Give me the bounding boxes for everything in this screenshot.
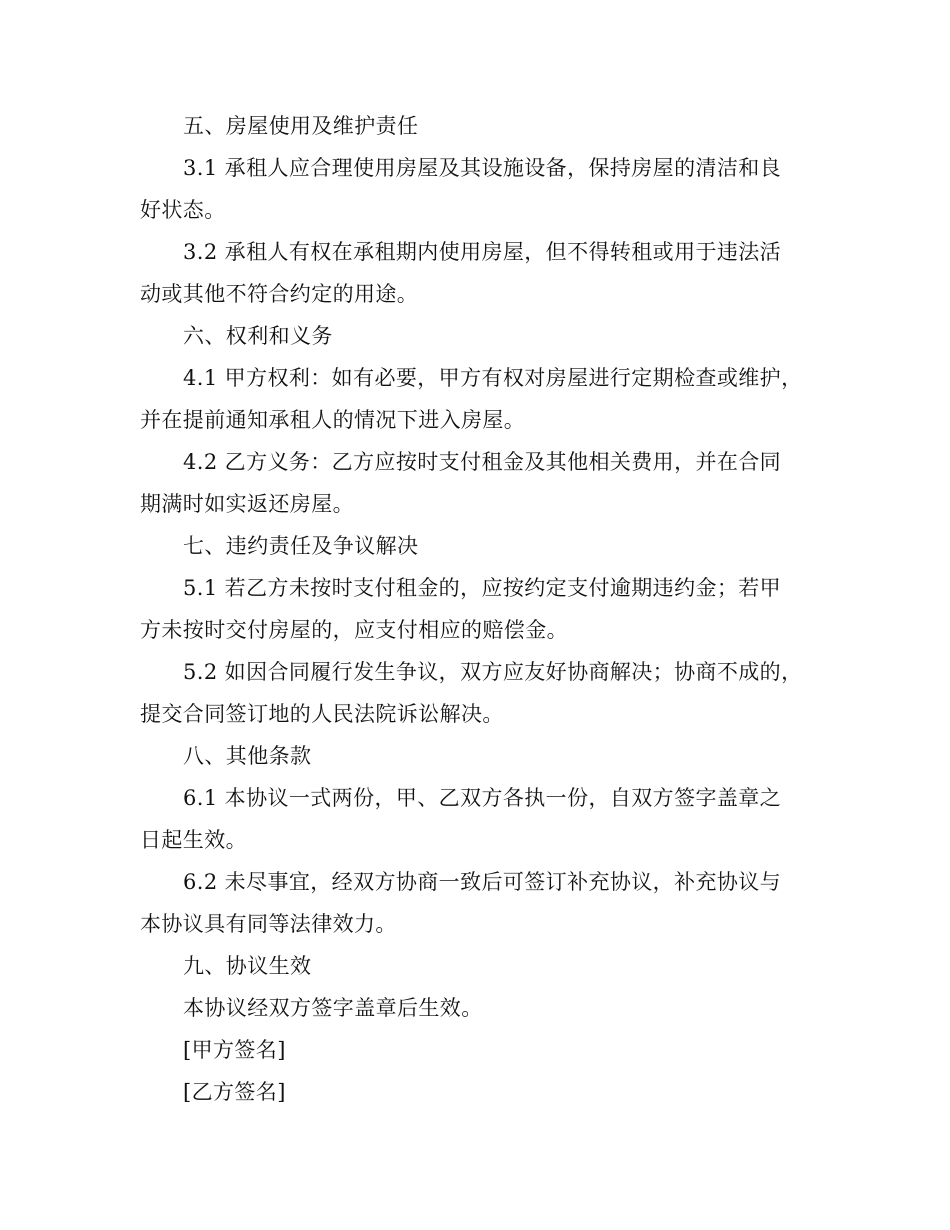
paragraph-line: 3.2 承租人有权在承租期内使用房屋，但不得转租或用于违法活 (183, 240, 782, 264)
section-heading-5 (140, 105, 830, 147)
signature-label: [甲方签名] (183, 1038, 286, 1062)
paragraph-line: 5.1 若乙方未按时支付租金的，应按约定支付逾期违约金；若甲 (183, 576, 782, 600)
party-b-signature (140, 1071, 830, 1113)
heading-text: 七、违约责任及争议解决 (183, 534, 419, 558)
document-body (140, 105, 830, 1113)
paragraph-line: 方未按时交付房屋的，应支付相应的赔偿金。 (140, 618, 568, 642)
heading-text: 九、协议生效 (183, 954, 312, 978)
clause-5-1 (140, 567, 830, 651)
clause-6-1 (140, 777, 830, 861)
section-heading-6 (140, 315, 830, 357)
paragraph-line: 提交合同签订地的人民法院诉讼解决。 (140, 702, 504, 726)
paragraph-line: 好状态。 (140, 198, 226, 222)
clause-4-2 (140, 441, 830, 525)
clause-4-1 (140, 357, 830, 441)
section-heading-9 (140, 945, 830, 987)
paragraph-line: 动或其他不符合约定的用途。 (140, 282, 419, 306)
heading-text: 六、权利和义务 (183, 324, 333, 348)
paragraph-line: 5.2 如因合同履行发生争议，双方应友好协商解决；协商不成的， (183, 660, 803, 684)
clause-3-1 (140, 147, 830, 231)
heading-text: 八、其他条款 (183, 744, 312, 768)
clause-5-2 (140, 651, 830, 735)
paragraph-line: 3.1 承租人应合理使用房屋及其设施设备，保持房屋的清洁和良 (183, 156, 782, 180)
paragraph-line: 6.2 未尽事宜，经双方协商一致后可签订补充协议，补充协议与 (183, 870, 782, 894)
paragraph-line: 6.1 本协议一式两份，甲、乙双方各执一份，自双方签字盖章之 (183, 786, 782, 810)
paragraph-line: 本协议具有同等法律效力。 (140, 912, 397, 936)
paragraph-line: 期满时如实返还房屋。 (140, 492, 354, 516)
party-a-signature (140, 1029, 830, 1071)
heading-text: 五、房屋使用及维护责任 (183, 114, 419, 138)
paragraph-line: 并在提前通知承租人的情况下进入房屋。 (140, 408, 526, 432)
paragraph-line: 本协议经双方签字盖章后生效。 (183, 996, 483, 1020)
paragraph-line: 日起生效。 (140, 828, 247, 852)
clause-3-2 (140, 231, 830, 315)
paragraph-line: 4.1 甲方权利：如有必要，甲方有权对房屋进行定期检查或维护， (183, 366, 803, 390)
effective-statement (140, 987, 830, 1029)
clause-6-2 (140, 861, 830, 945)
section-heading-8 (140, 735, 830, 777)
section-heading-7 (140, 525, 830, 567)
paragraph-line: 4.2 乙方义务：乙方应按时支付租金及其他相关费用，并在合同 (183, 450, 782, 474)
signature-label: [乙方签名] (183, 1080, 286, 1104)
